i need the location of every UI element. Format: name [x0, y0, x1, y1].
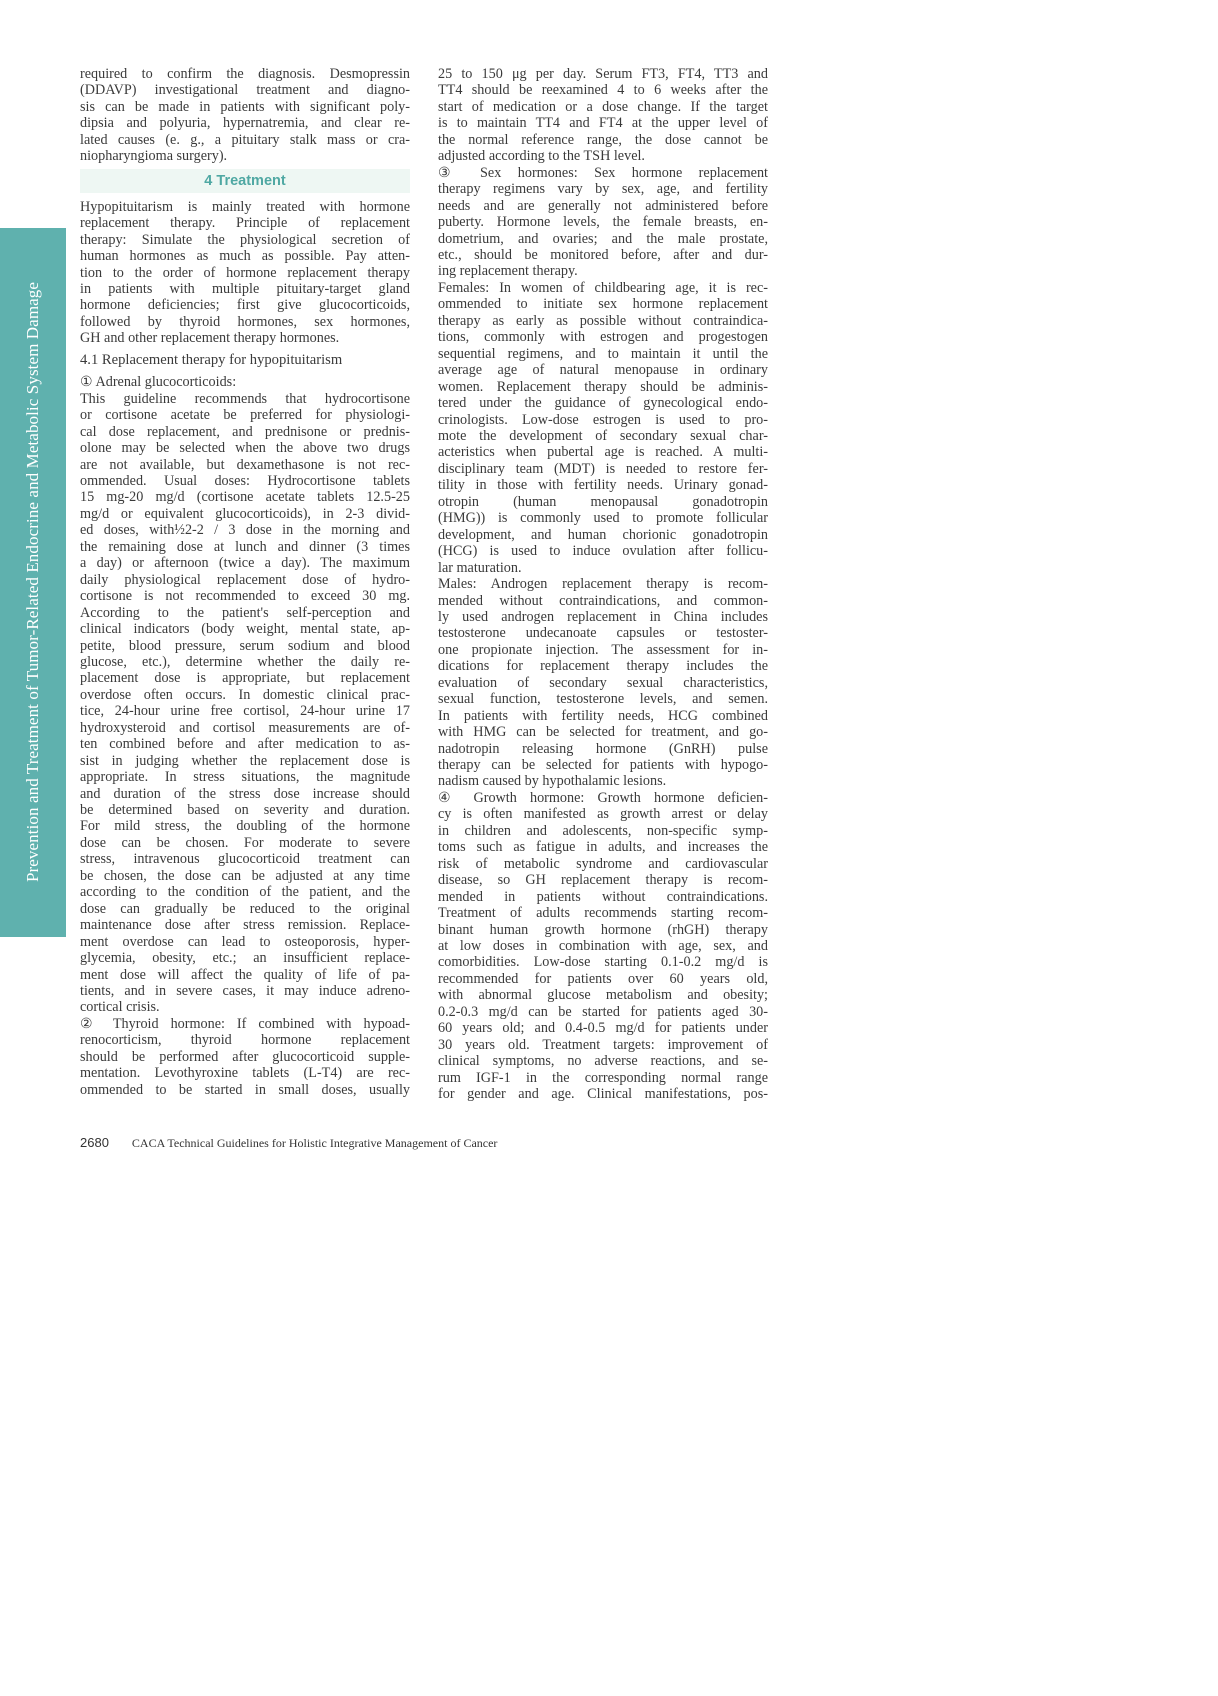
text-line: ly used androgen replacement in China includes: [438, 608, 768, 625]
text-line: 60 years old; and 0.4-0.5 mg/d for patients under: [438, 1020, 768, 1037]
text-line: nadotropin releasing hormone (GnRH) pulse: [438, 740, 768, 757]
text-line: dometrium, and ovaries; and the male prostate,: [438, 230, 768, 247]
text-line: needs and are generally not administered before: [438, 197, 768, 214]
text-line: sis can be made in patients with significant poly-: [80, 98, 410, 115]
text-line: sexual function, testosterone levels, and semen.: [438, 691, 768, 708]
text-line: dose can be chosen. For moderate to severe: [80, 834, 410, 851]
females-paragraph: [438, 280, 768, 576]
text-line: tion to the order of hormone replacement therapy: [80, 264, 410, 281]
text-line: cortisone is not recommended to exceed 30 mg.: [80, 588, 410, 605]
text-line: in children and adolescents, non-specific symp-: [438, 822, 768, 839]
text-line: 0.2-0.3 mg/d can be started for patients aged 30-: [438, 1003, 768, 1020]
text-line: ommended to initiate sex hormone replacement: [438, 296, 768, 313]
text-line: a day) or afternoon (twice a day). The maximum: [80, 555, 410, 572]
text-line: tility in those with fertility needs. Urinary gonad-: [438, 477, 768, 494]
intro-paragraph: [80, 66, 410, 165]
text-line: therapy: Simulate the physiological secretion of: [80, 231, 410, 248]
text-line: with HMG can be selected for treatment, and go-: [438, 724, 768, 741]
text-line: stress, intravenous glucocorticoid treatment can: [80, 851, 410, 868]
text-line: For mild stress, the doubling of the hormone: [80, 818, 410, 835]
text-line: olone may be selected when the above two drugs: [80, 440, 410, 457]
text-line: GH and other replacement therapy hormones.: [80, 330, 340, 347]
text-line: TT4 should be reexamined 4 to 6 weeks after the: [438, 82, 768, 99]
text-line: testosterone undecanoate capsules or testoster-: [438, 625, 768, 642]
text-line: 25 to 150 μg per day. Serum FT3, FT4, TT3 and: [438, 66, 768, 82]
text-line: dications for replacement therapy includes the: [438, 658, 768, 675]
text-line: 15 mg-20 mg/d (cortisone acetate tablets 12.5-25: [80, 489, 410, 506]
text-line: mended without contraindications, and common-: [438, 592, 768, 609]
text-line: according to the condition of the patient, and the: [80, 884, 410, 901]
text-line: is to maintain TT4 and FT4 at the upper level of: [438, 115, 768, 132]
adrenal-heading: ① Adrenal glucocorticoids:: [80, 374, 237, 391]
text-line: and duration of the stress dose increase should: [80, 785, 410, 802]
text-line: human hormones as much as possible. Pay atten-: [80, 248, 410, 265]
text-line: ④ Growth hormone: Growth hormone deficien-: [438, 789, 768, 806]
text-line: be chosen, the dose can be adjusted at any time: [80, 867, 410, 884]
text-line: start of medication or a dose change. If the target: [438, 98, 768, 115]
text-line: mended in patients without contraindications.: [438, 888, 768, 905]
text-line: ing replacement therapy.: [438, 263, 578, 280]
text-line: Treatment of adults recommends starting recom-: [438, 905, 768, 922]
text-line: lar maturation.: [438, 559, 522, 576]
text-line: According to the patient's self-perception and: [80, 604, 410, 621]
text-line: recommended for patients over 60 years old,: [438, 970, 768, 987]
text-line: nadism caused by hypothalamic lesions.: [438, 773, 667, 790]
text-line: ommended to be started in small doses, usually: [80, 1081, 410, 1098]
text-line: women. Replacement therapy should be adminis-: [438, 378, 768, 395]
text-line: ten combined before and after medication to as-: [80, 736, 410, 753]
book-title: CACA Technical Guidelines for Holistic Integrative Management of Cancer: [131, 1136, 498, 1150]
text-line: ed doses, with½2-2 / 3 dose in the morning and: [80, 522, 410, 539]
text-line: ment dose will affect the quality of life of pa-: [80, 966, 410, 983]
text-line: cortical crisis.: [80, 999, 160, 1016]
text-line: development, and human chorionic gonadotropin: [438, 526, 768, 543]
text-line: cy is often manifested as growth arrest or delay: [438, 806, 768, 823]
text-line: renocorticism, thyroid hormone replacement: [80, 1032, 410, 1049]
running-title: Prevention and Treatment of Tumor-Related Endocrine and Metabolic System Damage: [23, 281, 42, 883]
text-line: sist in judging whether the replacement dose is: [80, 752, 410, 769]
text-line: mentation. Levothyroxine tablets (L-T4) are rec-: [80, 1065, 410, 1082]
text-line: glucose, etc.), determine whether the daily re-: [80, 653, 410, 670]
text-line: evaluation of secondary sexual characteristics,: [438, 674, 768, 691]
text-line: dose can gradually be reduced to the original: [80, 900, 410, 917]
text-line: one propionate injection. The assessment for in-: [438, 641, 768, 658]
text-line: etc., should be monitored before, after and dur-: [438, 246, 768, 263]
text-line: (HCG) is used to induce ovulation after follicu-: [438, 543, 768, 560]
text-line: acteristics when pubertal age is reached. A multi-: [438, 444, 768, 461]
text-line: rum IGF-1 in the corresponding normal range: [438, 1069, 768, 1086]
thyroid-continued-paragraph: [438, 66, 768, 165]
text-line: mote the development of secondary sexual char-: [438, 427, 768, 444]
text-line: otropin (human menopausal gonadotropin: [438, 493, 768, 510]
text-line: (DDAVP) investigational treatment and diagno-: [80, 82, 410, 99]
text-line: hydroxysteroid and cortisol measurements are of-: [80, 719, 410, 736]
text-line: should be performed after glucocorticoid supple-: [80, 1048, 410, 1065]
text-line: cal dose replacement, and prednisone or prednis-: [80, 423, 410, 440]
text-line: replacement therapy. Principle of replacement: [80, 215, 410, 232]
text-line: placement dose is appropriate, but replacement: [80, 670, 410, 687]
text-line: tice, 24-hour urine free cortisol, 24-hour urine 17: [80, 703, 410, 720]
text-line: ment overdose can lead to osteoporosis, hyper-: [80, 933, 410, 950]
text-line: disciplinary team (MDT) is needed to restore fer-: [438, 460, 768, 477]
text-line: binant human growth hormone (rhGH) therapy: [438, 921, 768, 938]
adrenal-paragraph: [80, 391, 410, 1016]
text-line: tients, and in severe cases, it may induce adreno-: [80, 983, 410, 1000]
subsection-heading: 4.1 Replacement therapy for hypopituitarism: [80, 351, 343, 368]
treatment-paragraph: [80, 199, 410, 347]
text-line: required to confirm the diagnosis. Desmopressin: [80, 66, 410, 82]
text-line: the remaining dose at lunch and dinner (3 times: [80, 538, 410, 555]
section-heading: 4 Treatment: [80, 169, 410, 193]
page-number: 2680: [80, 1135, 109, 1150]
text-line: or cortisone acetate be preferred for physiologi-: [80, 407, 410, 424]
text-line: In patients with fertility needs, HCG combined: [438, 707, 768, 724]
text-line: toms such as fatigue in adults, and increases the: [438, 839, 768, 856]
text-line: adjusted according to the TSH level.: [438, 148, 645, 165]
text-line: Males: Androgen replacement therapy is recom-: [438, 576, 768, 593]
text-line: are not available, but dexamethasone is not rec-: [80, 456, 410, 473]
text-line: tered under the guidance of gynecological endo-: [438, 395, 768, 412]
page-footer: [80, 1135, 497, 1151]
text-line: crinologists. Low-dose estrogen is used to pro-: [438, 411, 768, 428]
running-title-band: [0, 228, 66, 937]
text-line: lated causes (e. g., a pituitary stalk mass or cra-: [80, 131, 410, 148]
text-line: for gender and age. Clinical manifestations, pos-: [438, 1086, 768, 1103]
text-line: hormone deficiencies; first give glucocorticoids,: [80, 297, 410, 314]
growth-hormone-paragraph: [438, 790, 768, 1103]
text-line: comorbidities. Low-dose starting 0.1-0.2 mg/d is: [438, 954, 768, 971]
text-line: with abnormal glucose metabolism and obesity;: [438, 987, 768, 1004]
text-line: the normal reference range, the dose cannot be: [438, 131, 768, 148]
males-paragraph: [438, 576, 768, 790]
text-line: petite, blood pressure, serum sodium and blood: [80, 637, 410, 654]
text-line: tions, commonly with estrogen and progestogen: [438, 329, 768, 346]
text-line: dipsia and polyuria, hypernatremia, and clear re-: [80, 115, 410, 132]
text-line: therapy as early as possible without contraindica-: [438, 312, 768, 329]
left-column: [80, 66, 410, 1098]
text-line: risk of metabolic syndrome and cardiovascular: [438, 855, 768, 872]
text-line: ② Thyroid hormone: If combined with hypoad-: [80, 1015, 410, 1032]
text-line: in patients with multiple pituitary-target gland: [80, 280, 410, 297]
text-line: at low doses in combination with age, sex, and: [438, 938, 768, 955]
text-line: 30 years old. Treatment targets: improvement of: [438, 1036, 768, 1053]
text-line: average age of natural menopause in ordinary: [438, 362, 768, 379]
text-line: niopharyngioma surgery).: [80, 148, 228, 165]
text-line: clinical indicators (body weight, mental state, ap-: [80, 621, 410, 638]
text-line: followed by thyroid hormones, sex hormones,: [80, 313, 410, 330]
text-line: (HMG)) is commonly used to promote follicular: [438, 510, 768, 527]
sex-hormones-paragraph: [438, 165, 768, 280]
text-line: ommended. Usual doses: Hydrocortisone tablets: [80, 472, 410, 489]
text-line: Hypopituitarism is mainly treated with hormone: [80, 198, 410, 215]
text-line: be determined based on severity and duration.: [80, 802, 410, 819]
text-line: disease, so GH replacement therapy is recom-: [438, 872, 768, 889]
text-line: glycemia, obesity, etc.; an insufficient replace-: [80, 950, 410, 967]
text-line: Females: In women of childbearing age, it is rec-: [438, 279, 768, 296]
text-line: This guideline recommends that hydrocortisone: [80, 390, 410, 407]
text-line: puberty. Hormone levels, the female breasts, en-: [438, 214, 768, 231]
right-column: [438, 66, 768, 1103]
text-line: overdose often occurs. In domestic clinical prac-: [80, 686, 410, 703]
text-line: daily physiological replacement dose of hydro-: [80, 571, 410, 588]
text-line: appropriate. In stress situations, the magnitude: [80, 769, 410, 786]
text-line: therapy can be selected for patients with hypogo-: [438, 757, 768, 774]
text-line: clinical symptoms, no adverse reactions, and se-: [438, 1053, 768, 1070]
text-line: maintenance dose after stress remission. Replace-: [80, 917, 410, 934]
thyroid-paragraph: [80, 1016, 410, 1098]
text-line: ③ Sex hormones: Sex hormone replacement: [438, 164, 768, 181]
text-line: sequential regimens, and to maintain it until the: [438, 345, 768, 362]
text-line: therapy regimens vary by sex, age, and fertility: [438, 181, 768, 198]
text-line: mg/d or equivalent glucocorticoids), in 2-3 divid-: [80, 505, 410, 522]
